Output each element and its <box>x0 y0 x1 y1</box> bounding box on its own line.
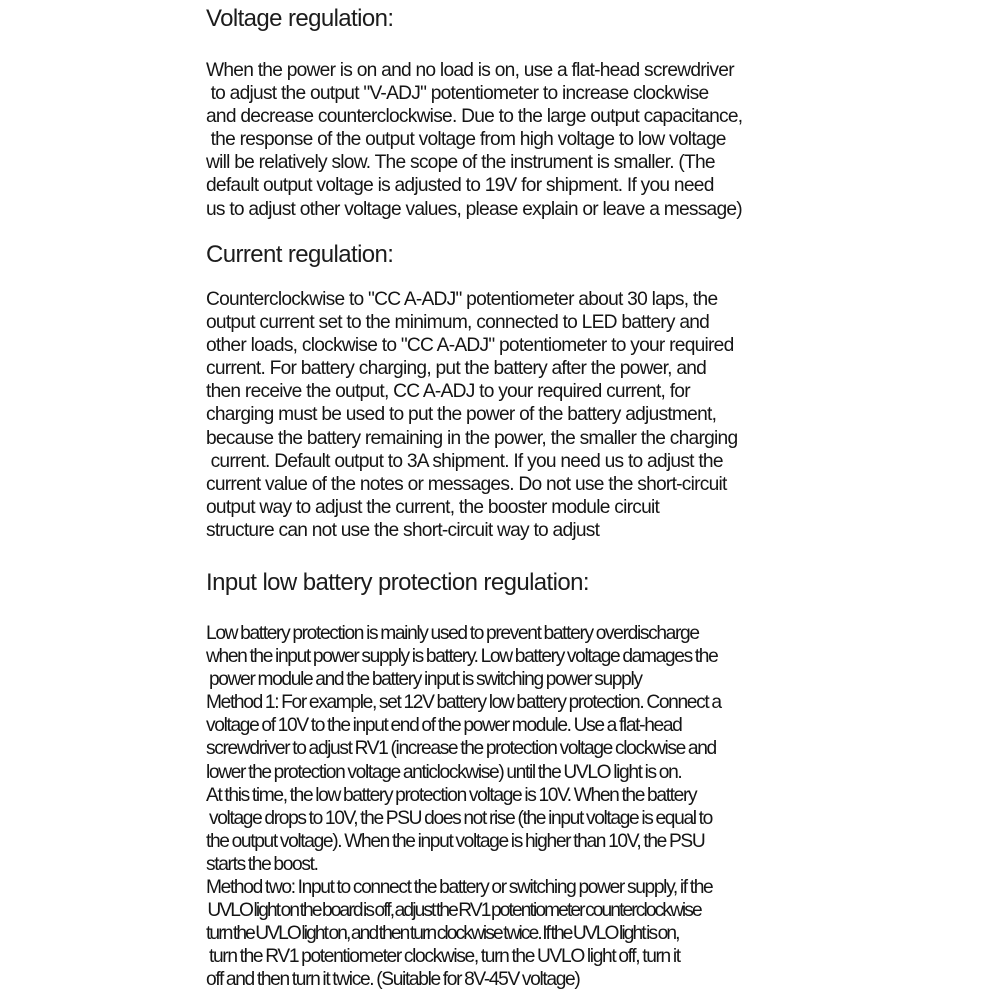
section-heading-low-battery-protection: Input low battery protection regulation: <box>206 569 589 596</box>
text-line: lower the protection voltage anticlockwise) until the UVLO light is on. <box>206 761 682 783</box>
text-line: power module and the battery input is switching power supply <box>206 669 642 691</box>
text-line: At this time, the low battery protection voltage is 10V. When the battery <box>206 784 697 806</box>
text-line: Method 1: For example, set 12V battery low battery protection. Connect a <box>206 692 721 714</box>
text-line: off and then turn it twice. (Suitable for 8V-45V voltage) <box>206 969 580 991</box>
text-line: voltage drops to 10V, the PSU does not rise (the input voltage is equal to <box>206 807 712 829</box>
text-line: Counterclockwise to "CC A-ADJ" potentiometer about 30 laps, the <box>206 289 718 310</box>
text-line: current value of the notes or messages. Do not use the short-circuit <box>206 473 727 495</box>
text-line: because the battery remaining in the power, the smaller the charging <box>206 427 738 449</box>
text-line: the output voltage). When the input voltage is higher than 10V, the PSU <box>206 830 705 852</box>
text-line: When the power is on and no load is on, use a flat-head screwdriver <box>206 60 734 81</box>
text-line: Low battery protection is mainly used to prevent battery overdischarge <box>206 623 699 644</box>
section-heading-current-regulation: Current regulation: <box>206 241 394 268</box>
section-body-low-battery-protection <box>206 622 721 992</box>
text-line: current. For battery charging, put the battery after the power, and <box>206 358 707 380</box>
text-line: turn the UVLO light on, and then turn clockwise twice. If the UVLO light is on, <box>206 923 679 945</box>
section-body-voltage-regulation <box>206 59 742 221</box>
text-line: Method two: Input to connect the battery or switching power supply, if the <box>206 877 713 899</box>
text-line: current. Default output to 3A shipment. If you need us to adjust the <box>206 450 723 472</box>
text-line: default output voltage is adjusted to 19V for shipment. If you need <box>206 175 714 197</box>
text-line: output way to adjust the current, the booster module circuit <box>206 496 660 518</box>
text-line: the response of the output voltage from high voltage to low voltage <box>206 129 726 151</box>
text-line: to adjust the output "V-ADJ" potentiometer to increase clockwise <box>206 83 709 105</box>
text-line: will be relatively slow. The scope of the instrument is smaller. (The <box>206 152 715 174</box>
text-line: turn the RV1 potentiometer clockwise, turn the UVLO light off, turn it <box>206 946 680 968</box>
text-line: us to adjust other voltage values, please explain or leave a message) <box>206 198 742 220</box>
text-line: structure can not use the short-circuit way to adjust <box>206 519 600 541</box>
text-line: screwdriver to adjust RV1 (increase the protection voltage clockwise and <box>206 738 716 760</box>
text-line: UVLO light on the board is off, adjust the RV1 potentiometer counterclockwise <box>206 900 701 922</box>
section-heading-voltage-regulation: Voltage regulation: <box>206 5 394 32</box>
section-body-current-regulation <box>206 288 737 542</box>
text-line: and decrease counterclockwise. Due to the large output capacitance, <box>206 106 743 128</box>
text-line: charging must be used to put the power of the battery adjustment, <box>206 404 717 426</box>
text-line: then receive the output, CC A-ADJ to your required current, for <box>206 381 690 403</box>
text-line: starts the boost. <box>206 853 318 875</box>
text-line: other loads, clockwise to "CC A-ADJ" potentiometer to your required <box>206 335 734 357</box>
text-line: output current set to the minimum, connected to LED battery and <box>206 312 710 334</box>
text-line: voltage of 10V to the input end of the power module. Use a flat-head <box>206 715 682 737</box>
text-line: when the input power supply is battery. Low battery voltage damages the <box>206 646 718 668</box>
